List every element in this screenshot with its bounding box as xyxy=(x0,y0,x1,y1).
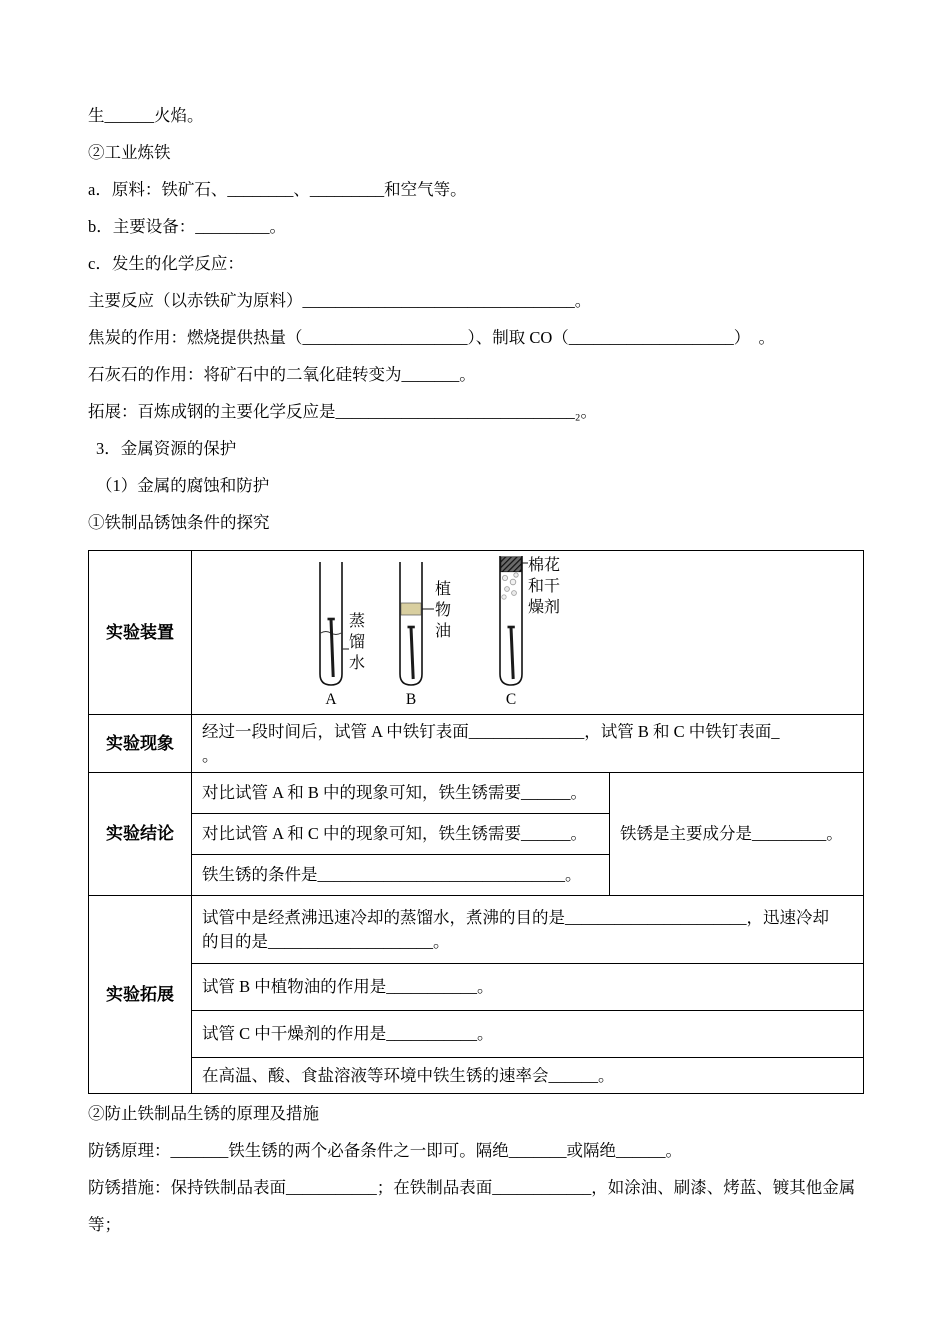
text-line-limestone-role: 石灰石的作用：将矿石中的二氧化硅转变为_______。 xyxy=(88,365,476,384)
table-row-extension-4 xyxy=(89,1058,864,1094)
conclusion-side-cell: 铁锈是主要成分是_________。 xyxy=(610,773,864,896)
cotton-label: 棉花和干燥剂 xyxy=(528,556,561,616)
oil-layer xyxy=(401,603,421,615)
extension-1-line2: 的目的是____________________。 xyxy=(202,931,450,951)
extension-text-1 xyxy=(192,896,864,964)
conclusion-text-3: 铁生锈的条件是______________________________。 xyxy=(192,855,610,896)
section-industrial-iron: ②工业炼铁 xyxy=(88,143,171,162)
heading-rust-exploration: ①铁制品锈蚀条件的探究 xyxy=(88,513,270,532)
experiment-table xyxy=(88,550,864,1094)
text-line-materials: a．原料：铁矿石、________、_________和空气等。 xyxy=(88,180,467,199)
text-line-equipment: b．主要设备：_________。 xyxy=(88,217,286,236)
text-line-main-reaction: 主要反应（以赤铁矿为原料）_________________________________。 xyxy=(88,291,592,310)
iron-nail-icon xyxy=(508,627,515,679)
extension-text-4: 在高温、酸、食盐溶液等环境中铁生锈的速率会______。 xyxy=(192,1058,864,1094)
test-tube-c xyxy=(500,556,522,685)
table-row-conclusion-1 xyxy=(89,773,864,814)
text-line-coke-role: 焦炭的作用：燃烧提供热量（____________________）、制取 CO（____________________） 。 xyxy=(88,328,776,347)
phenomenon-text-cell xyxy=(192,715,864,773)
heading-corrosion: （1）金属的腐蚀和防护 xyxy=(96,476,270,495)
cotton-plug xyxy=(501,556,521,571)
table-row-device xyxy=(89,551,864,715)
iron-nail-icon xyxy=(328,619,335,677)
text-line-rust-measures: 防锈措施：保持铁制品表面___________；在铁制品表面____________，如涂油、刷漆、烤蓝、镀其他金属 xyxy=(88,1178,856,1197)
oil-label: 植物油 xyxy=(435,580,452,640)
phenomenon-row-label: 实验现象 xyxy=(89,715,192,773)
tube-letter-a: A xyxy=(325,690,337,708)
worksheet-page xyxy=(88,106,863,1252)
device-diagram-cell xyxy=(192,551,864,715)
heading-metal-protection: 3．金属资源的保护 xyxy=(96,439,237,458)
drying-agent-granules xyxy=(502,572,518,598)
extension-row-label: 实验拓展 xyxy=(89,896,192,1094)
conclusion-text-1: 对比试管 A 和 B 中的现象可知，铁生锈需要______。 xyxy=(192,773,610,814)
conclusion-text-2: 对比试管 A 和 C 中的现象可知，铁生锈需要______。 xyxy=(192,814,610,855)
phenomenon-line1: 经过一段时间后，试管 A 中铁钉表面______________，试管 B 和 C 中铁钉表面_ xyxy=(202,721,780,741)
text-line-etc: 等； xyxy=(88,1215,121,1234)
conclusion-row-label: 实验结论 xyxy=(89,773,192,896)
extension-text-3: 试管 C 中干燥剂的作用是___________。 xyxy=(192,1011,864,1058)
table-row-phenomenon xyxy=(89,715,864,773)
tube-letter-b: B xyxy=(405,690,417,708)
text-line-rust-principle: 防锈原理：_______铁生锈的两个必备条件之一即可。隔绝_______或隔绝______。 xyxy=(88,1141,682,1160)
iron-nail-icon xyxy=(408,627,415,679)
text-line-reactions: c．发生的化学反应： xyxy=(88,254,244,273)
extension-text-2: 试管 B 中植物油的作用是___________。 xyxy=(192,964,864,1011)
test-tube-b xyxy=(400,562,422,685)
water-label: 蒸馏水 xyxy=(349,612,366,672)
text-line-flame: 生______火焰。 xyxy=(88,106,204,125)
device-row-label: 实验装置 xyxy=(89,551,192,715)
apparatus-diagram xyxy=(192,553,863,713)
tube-letter-c: C xyxy=(505,690,517,708)
heading-rust-prevention: ②防止铁制品生锈的原理及措施 xyxy=(88,1104,319,1123)
test-tube-a xyxy=(320,562,342,685)
table-row-extension-1 xyxy=(89,896,864,964)
phenomenon-line2: 。 xyxy=(202,745,219,765)
text-line-steel: 拓展：百炼成钢的主要化学反应是_____________________________₂。 xyxy=(88,402,598,421)
table-row-extension-2 xyxy=(89,964,864,1011)
extension-1-line1: 试管中是经煮沸迅速冷却的蒸馏水，煮沸的目的是______________________，迅速冷却 xyxy=(202,907,829,927)
table-row-extension-3 xyxy=(89,1011,864,1058)
